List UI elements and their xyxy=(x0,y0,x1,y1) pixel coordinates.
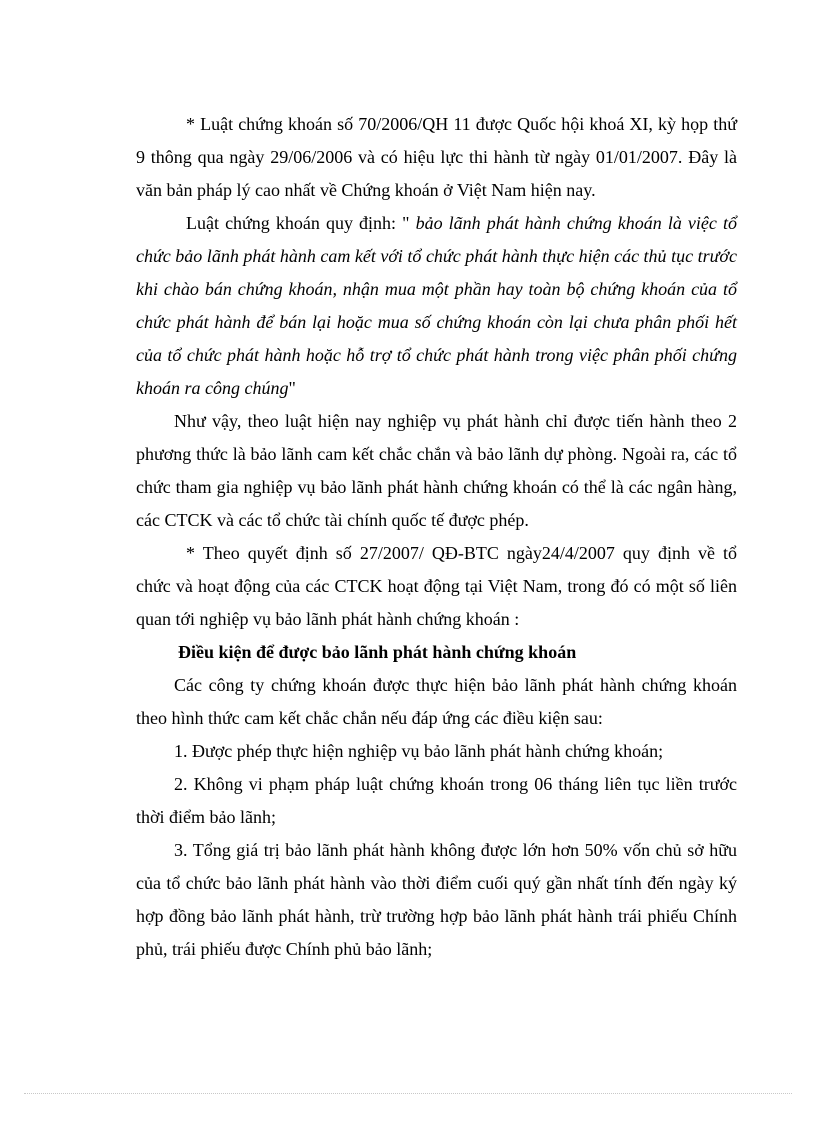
paragraph-conditions-intro: Các công ty chứng khoán được thực hiện bảo lãnh phát hành chứng khoán theo hình thức cam kết chắc chắn nếu đáp ứng các điều kiện sau: xyxy=(136,675,737,728)
definition-lead: Luật chứng khoán quy định: " xyxy=(186,213,410,233)
paragraph-law-definition xyxy=(136,207,737,405)
list-item-2: 2. Không vi phạm pháp luật chứng khoán trong 06 tháng liên tục liền trước thời điểm bảo lãnh; xyxy=(136,774,737,827)
list-item-1: 1. Được phép thực hiện nghiệp vụ bảo lãnh phát hành chứng khoán; xyxy=(174,741,664,761)
paragraph-decision: * Theo quyết định số 27/2007/ QĐ-BTC ngày24/4/2007 quy định về tổ chức và hoạt động của các CTCK hoạt động tại Việt Nam, trong đó có một số liên quan tới nghiệp vụ bảo lãnh phát hành chứng khoán : xyxy=(136,543,737,629)
definition-quote: bảo lãnh phát hành chứng khoán là việc tổ chức bảo lãnh phát hành cam kết với tổ chức phát hành thực hiện các thủ tục trước khi chào bán chứng khoán, nhận mua một phần hay toàn bộ chứng khoán của tổ chức phát hành để bán lại hoặc mua số chứng khoán còn lại chưa phân phối hết của tổ chức phát hành hoặc hỗ trợ tổ chức phát hành trong việc phân phối chứng khoán ra công chúng xyxy=(136,213,737,398)
document-page xyxy=(136,108,737,966)
list-item-3: 3. Tổng giá trị bảo lãnh phát hành không được lớn hơn 50% vốn chủ sở hữu của tổ chức bảo lãnh phát hành vào thời điểm cuối quý gần nhất tính đến ngày ký hợp đồng bảo lãnh phát hành, trừ trường hợp bảo lãnh phát hành trái phiếu Chính phủ, trái phiếu được Chính phủ bảo lãnh; xyxy=(136,840,737,959)
page-bottom-divider xyxy=(24,1093,792,1094)
paragraph-securities-law: * Luật chứng khoán số 70/2006/QH 11 được Quốc hội khoá XI, kỳ họp thứ 9 thông qua ngày 29/06/2006 và có hiệu lực thi hành từ ngày 01/01/2007. Đây là văn bản pháp lý cao nhất về Chứng khoán ở Việt Nam hiện nay. xyxy=(136,114,737,200)
section-heading: Điều kiện để được bảo lãnh phát hành chứng khoán xyxy=(178,642,577,662)
definition-close-quote: " xyxy=(288,378,296,398)
paragraph-summary: Như vậy, theo luật hiện nay nghiệp vụ phát hành chỉ được tiến hành theo 2 phương thức là bảo lãnh cam kết chắc chắn và bảo lãnh dự phòng. Ngoài ra, các tổ chức tham gia nghiệp vụ bảo lãnh phát hành chứng khoán có thể là các ngân hàng, các CTCK và các tổ chức tài chính quốc tế được phép. xyxy=(136,411,737,530)
